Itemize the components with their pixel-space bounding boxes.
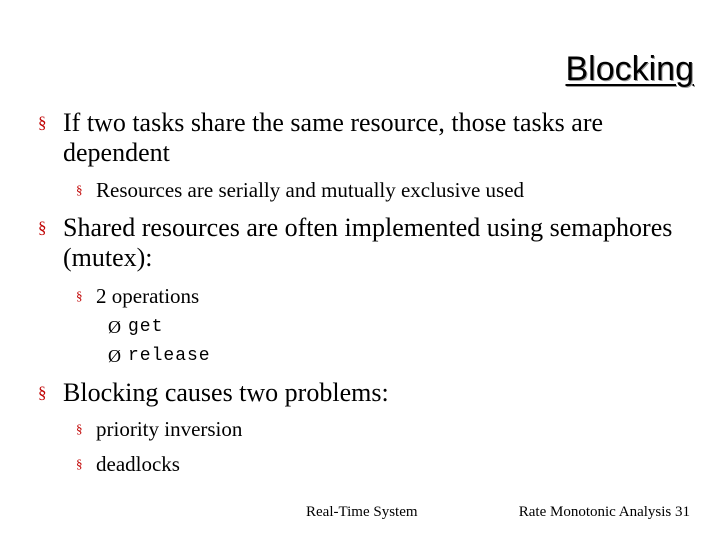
square-bullet-icon: § (38, 218, 47, 237)
arrowhead-bullet-icon: Ø (108, 346, 121, 366)
bullet-item-level3 (108, 316, 163, 338)
bullet-item-level2 (76, 451, 696, 477)
arrowhead-bullet-icon: Ø (108, 317, 121, 337)
square-bullet-icon: § (38, 383, 47, 402)
code-text-release: release (128, 346, 211, 366)
bullet-text: Shared resources are often implemented using semaphores (mutex): (63, 213, 673, 272)
slide-title: Blocking (565, 50, 694, 88)
footer-slide-number: Rate Monotonic Analysis 31 (518, 504, 690, 520)
bullet-item-level2 (76, 177, 696, 203)
bullet-item-level2 (76, 416, 696, 442)
bullet-text: deadlocks (96, 452, 180, 476)
bullet-item-level1 (38, 378, 698, 408)
bullet-text: If two tasks share the same resource, those tasks are dependent (63, 108, 604, 167)
square-bullet-icon: § (76, 421, 83, 436)
bullet-text: Resources are serially and mutually exclusive used (96, 178, 525, 202)
square-bullet-icon: § (76, 288, 83, 303)
square-bullet-icon: § (38, 113, 47, 132)
bullet-text: Blocking causes two problems: (63, 378, 389, 407)
bullet-text: 2 operations (96, 284, 200, 308)
bullet-item-level1 (38, 108, 698, 168)
square-bullet-icon: § (76, 456, 83, 471)
square-bullet-icon: § (76, 182, 83, 197)
footer-course-name: Real-Time System (306, 504, 418, 520)
code-text-get: get (128, 317, 164, 337)
bullet-item-level1 (38, 213, 698, 273)
bullet-item-level3 (108, 345, 211, 367)
bullet-item-level2 (76, 283, 696, 309)
bullet-text: priority inversion (96, 417, 243, 441)
